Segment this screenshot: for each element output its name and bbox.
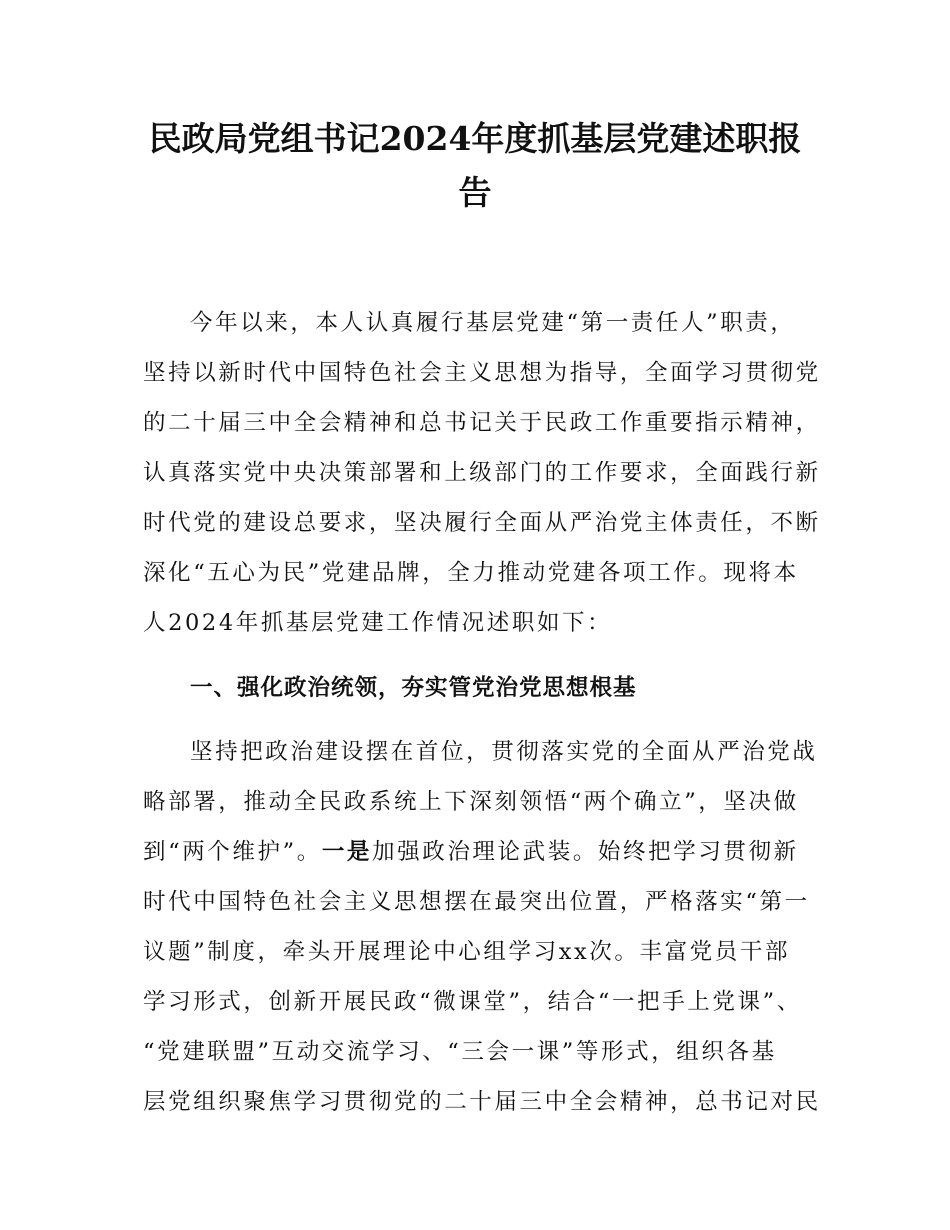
bold-lead-text: 一是 xyxy=(321,839,373,865)
paragraph-line xyxy=(143,827,813,877)
paragraph-line: 认真落实党中央决策部署和上级部门的工作要求，全面践行新 xyxy=(143,460,821,486)
section-heading: 一、强化政治统领，夯实管党治党思想根基 xyxy=(190,675,637,701)
paragraph-line: 的二十届三中全会精神和总书记关于民政工作重要指示精神， xyxy=(143,410,821,436)
paragraph-text: 到“两个维护”。 xyxy=(143,839,322,865)
paragraph-line: “党建联盟”互动交流学习、“三会一课”等形式，组织各基 xyxy=(143,1039,777,1065)
paragraph-line: 时代中国特色社会主义思想摆在最突出位置，严格落实“第一 xyxy=(143,889,810,915)
title-line-2: 告 xyxy=(458,173,492,212)
paragraph-line: 学习形式，创新开展民政“微课堂”，结合“一把手上党课”、 xyxy=(143,989,802,1015)
paragraph-text: 加强政治理论武装。始终把学习贯彻新 xyxy=(372,839,799,865)
paragraph-line: 时代党的建设总要求，坚决履行全面从严治党主体责任，不断 xyxy=(143,510,821,536)
document-title xyxy=(140,112,810,220)
paragraph-line: 人2024年抓基层党建工作情况述职如下： xyxy=(143,610,613,636)
paragraph-line: 略部署，推动全民政系统上下深刻领悟“两个确立”，坚决做 xyxy=(143,789,799,815)
paragraph-line: 深化“五心为民”党建品牌，全力推动党建各项工作。现将本 xyxy=(143,560,799,586)
intro-paragraph xyxy=(143,298,821,648)
paragraph-line: 坚持以新时代中国特色社会主义思想为指导，全面学习贯彻党 xyxy=(143,360,821,386)
section1-paragraph xyxy=(143,727,821,1127)
paragraph-line: 层党组织聚焦学习贯彻党的二十届三中全会精神，总书记对民 xyxy=(143,1089,821,1115)
paragraph-line: 议题”制度，牵头开展理论中心组学习xx次。丰富党员干部 xyxy=(143,939,791,965)
paragraph-line: 今年以来，本人认真履行基层党建“第一责任人”职责， xyxy=(190,310,796,336)
title-line-1: 民政局党组书记2024年度抓基层党建述职报 xyxy=(148,119,802,158)
paragraph-line: 坚持把政治建设摆在首位，贯彻落实党的全面从严治党战 xyxy=(190,739,818,765)
